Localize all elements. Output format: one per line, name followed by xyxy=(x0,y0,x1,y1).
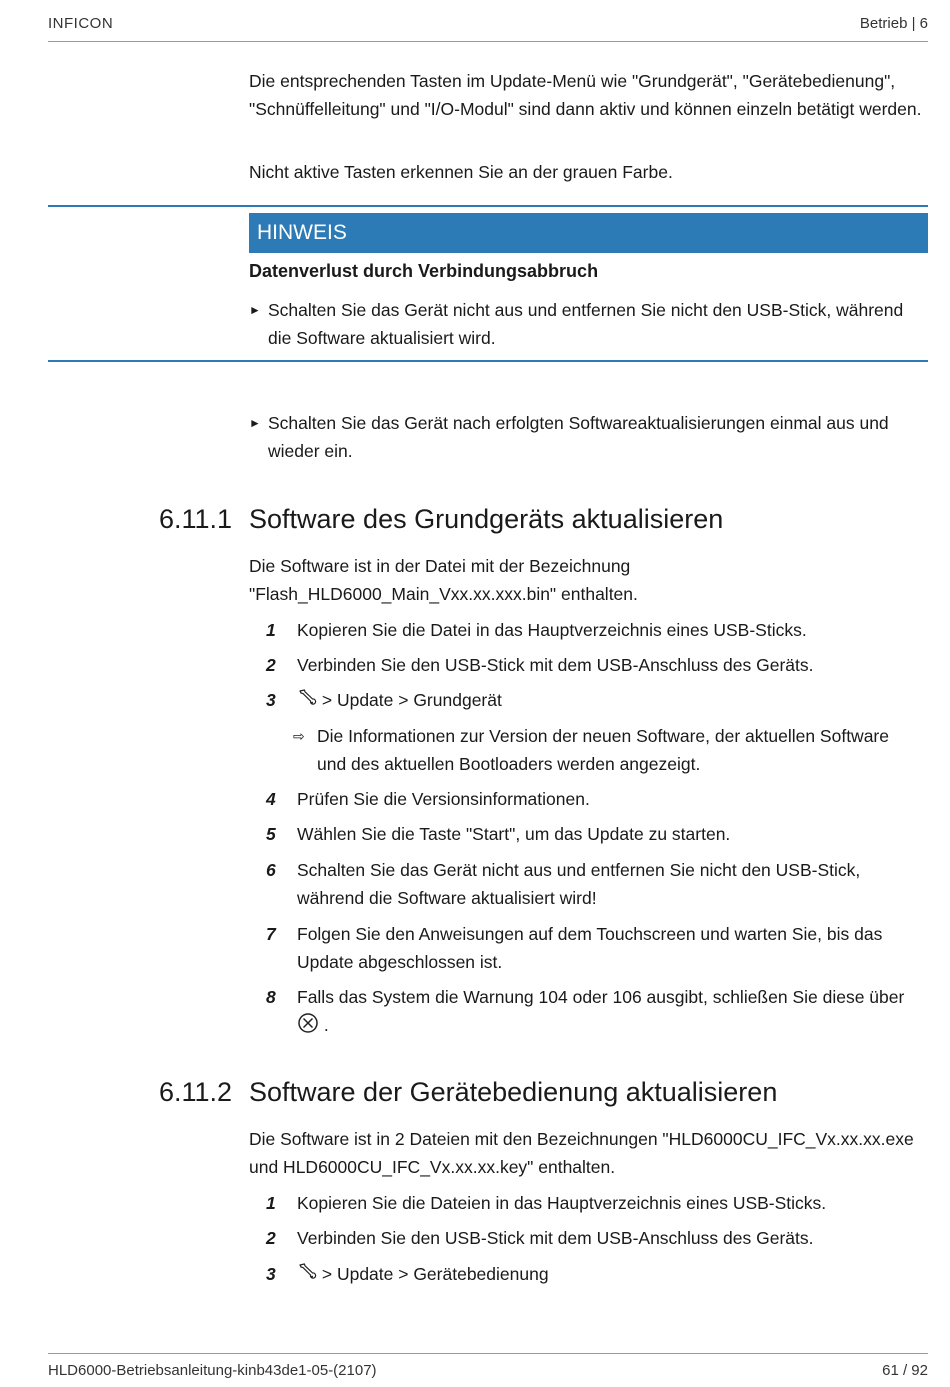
step-number: 6 xyxy=(266,860,276,880)
step-item xyxy=(266,920,926,976)
step-result-text: Die Informationen zur Version der neuen Software, der aktuellen Software und des aktuellen Bootloaders werden angezeigt. xyxy=(317,726,889,774)
step-item xyxy=(266,785,926,813)
notice-label: HINWEIS xyxy=(249,213,928,253)
footer-divider xyxy=(48,1353,928,1354)
step-text-with-icon xyxy=(297,1260,926,1288)
notice-bullet-text: Schalten Sie das Gerät nicht aus und entfernen Sie nicht den USB-Stick, während die Software aktualisiert wird. xyxy=(268,300,904,348)
close-circle-icon xyxy=(297,1012,319,1034)
notice-top-rule xyxy=(48,205,928,207)
step-text: > Update > Gerätebedienung xyxy=(317,1264,549,1284)
restart-bullet xyxy=(249,409,929,465)
step-text: Folgen Sie den Anweisungen auf dem Touchscreen und warten Sie, bis das Update abgeschlossen ist. xyxy=(297,924,883,972)
section-intro: Die Software ist in 2 Dateien mit den Bezeichnungen "HLD6000CU_IFC_Vx.xx.xx.exe und HLD6000CU_IFC_Vx.xx.xx.key" enthalten. xyxy=(249,1129,914,1177)
intro-note: Nicht aktive Tasten erkennen Sie an der grauen Farbe. xyxy=(249,162,673,182)
step-result xyxy=(293,722,923,778)
step-item xyxy=(266,983,926,1039)
step-number: 1 xyxy=(266,1193,276,1213)
step-text: Wählen Sie die Taste "Start", um das Update zu starten. xyxy=(297,824,731,844)
result-arrow-icon: ⇨ xyxy=(293,728,305,744)
step-text: Verbinden Sie den USB-Stick mit dem USB-Anschluss des Geräts. xyxy=(297,655,814,675)
step-number: 1 xyxy=(266,620,276,640)
step-text: Schalten Sie das Gerät nicht aus und entfernen Sie nicht den USB-Stick, während die Software aktualisiert wird! xyxy=(297,860,861,908)
bullet-arrow-icon: ► xyxy=(249,416,261,430)
step-item xyxy=(266,820,926,848)
step-text: > Update > Grundgerät xyxy=(317,690,502,710)
section-intro: Die Software ist in der Datei mit der Bezeichnung "Flash_HLD6000_Main_Vxx.xx.xxx.bin" enthalten. xyxy=(249,556,638,604)
header-company: INFICON xyxy=(48,15,114,32)
header-section: Betrieb | 6 xyxy=(859,15,928,32)
step-item xyxy=(266,651,926,679)
step-item xyxy=(266,616,926,644)
step-text: Kopieren Sie die Datei in das Hauptverzeichnis eines USB-Sticks. xyxy=(297,620,807,640)
section-number: 6.11.1 xyxy=(159,504,233,534)
step-number: 2 xyxy=(266,655,276,675)
step-item xyxy=(266,1224,926,1252)
step-item xyxy=(266,1260,926,1288)
section-title: Software des Grundgeräts aktualisieren xyxy=(249,504,724,534)
header-divider xyxy=(48,41,928,42)
step-number: 3 xyxy=(266,690,276,710)
notice-title: Datenverlust durch Verbindungsabbruch xyxy=(249,261,599,281)
step-number: 4 xyxy=(266,789,276,809)
section-title: Software der Gerätebedienung aktualisieren xyxy=(249,1077,778,1107)
step-text: Prüfen Sie die Versionsinformationen. xyxy=(297,789,590,809)
footer-document: HLD6000-Betriebsanleitung-kinb43de1-05-(2107) xyxy=(48,1362,377,1379)
step-item xyxy=(266,1189,926,1217)
step-text-end: . xyxy=(323,1015,329,1035)
step-item xyxy=(266,856,926,912)
section-number: 6.11.2 xyxy=(159,1077,233,1107)
notice-bottom-rule xyxy=(48,360,928,362)
wrench-icon xyxy=(297,689,317,709)
step-text: Kopieren Sie die Dateien in das Hauptverzeichnis eines USB-Sticks. xyxy=(297,1193,827,1213)
restart-bullet-text: Schalten Sie das Gerät nach erfolgten Softwareaktualisierungen einmal aus und wieder ein. xyxy=(268,413,889,461)
step-number: 5 xyxy=(266,824,276,844)
step-text-with-icon xyxy=(297,686,926,714)
bullet-arrow-icon: ► xyxy=(249,303,261,317)
step-number: 2 xyxy=(266,1228,276,1248)
wrench-icon xyxy=(297,1263,317,1283)
step-text-with-icon xyxy=(297,983,926,1039)
step-number: 8 xyxy=(266,987,276,1007)
step-item xyxy=(266,686,926,714)
step-number: 3 xyxy=(266,1264,276,1284)
footer-page-number: 61 / 92 xyxy=(882,1362,928,1379)
step-text: Verbinden Sie den USB-Stick mit dem USB-Anschluss des Geräts. xyxy=(297,1228,814,1248)
notice-bullet xyxy=(249,296,929,352)
intro-paragraph: Die entsprechenden Tasten im Update-Menü wie "Grundgerät", "Gerätebedienung", "Schnüffelleitung" und "I/O-Modul" sind dann aktiv und können einzeln betätigt werden. xyxy=(249,71,922,119)
step-text: Falls das System die Warnung 104 oder 106 ausgibt, schließen Sie diese über xyxy=(297,987,905,1007)
step-number: 7 xyxy=(266,924,276,944)
